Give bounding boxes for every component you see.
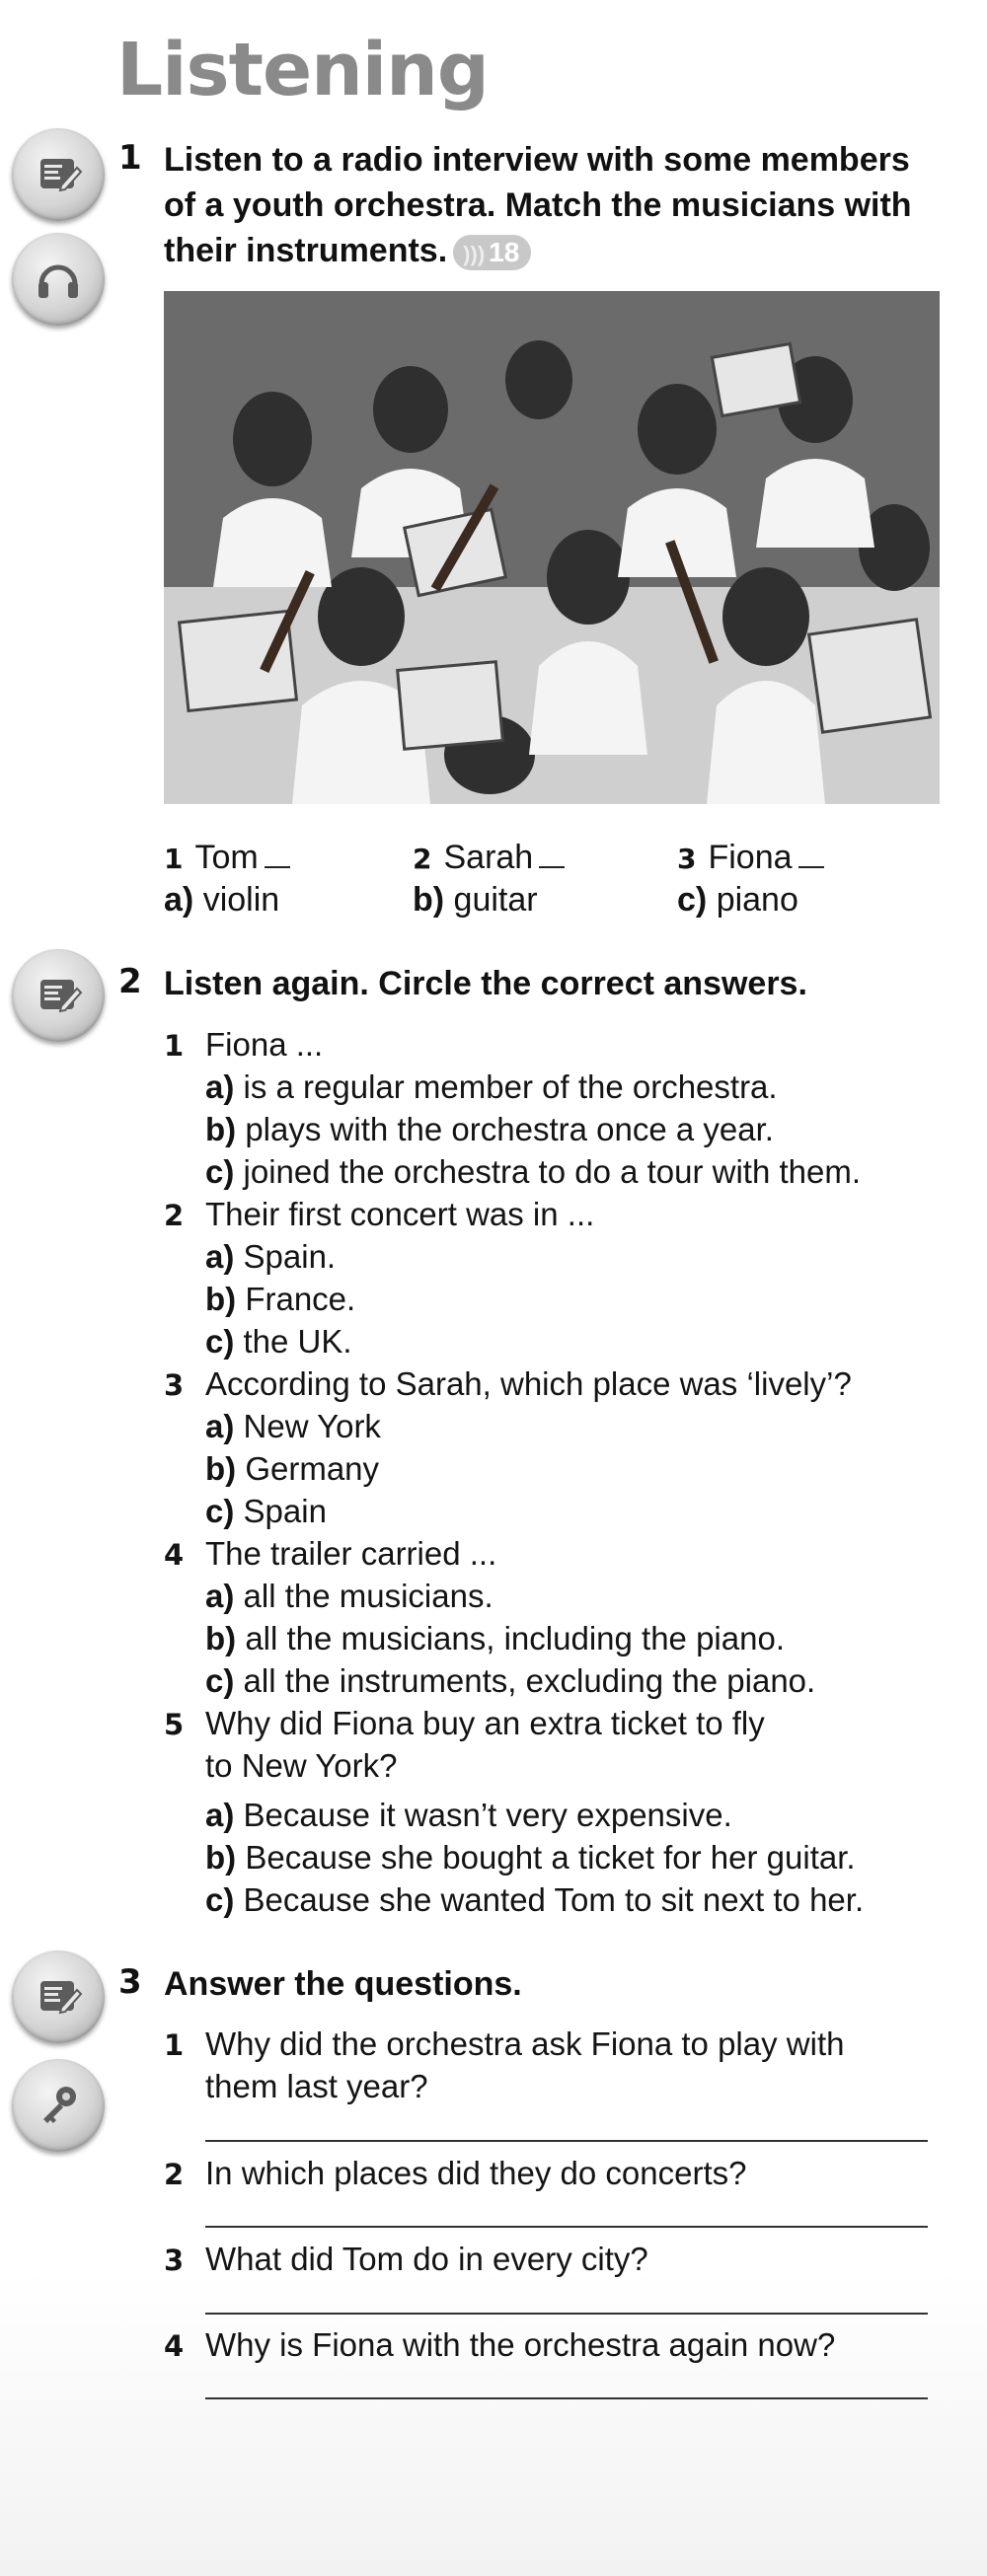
question-item (164, 1023, 323, 1067)
question-number: 2 (164, 2158, 185, 2191)
answer-blank[interactable] (539, 841, 565, 868)
musician-item (677, 837, 824, 880)
question-text: Their first concert was in ... (205, 1196, 595, 1232)
sound-wave-icon: ))) (463, 242, 486, 267)
answer-option[interactable] (205, 1447, 379, 1490)
musician-item (164, 837, 290, 880)
option-letter: b) (205, 1620, 237, 1656)
option-letter: c) (205, 1153, 235, 1190)
option-text: Because it wasn’t very expensive. (243, 1797, 732, 1833)
option-text: France. (245, 1281, 356, 1317)
exercise-3-instruction: Answer the questions. (164, 1965, 522, 2003)
question-text: The trailer carried ... (205, 1535, 497, 1572)
option-text: New York (243, 1408, 381, 1444)
orchestra-photo (164, 291, 940, 804)
question-text: Why did the orchestra ask Fiona to play with (205, 2025, 845, 2062)
option-letter: b) (205, 1111, 237, 1147)
question-text: In which places did they do concerts? (205, 2155, 747, 2191)
musician-number: 2 (413, 843, 432, 875)
answer-option[interactable] (205, 1659, 815, 1702)
instrument-name: guitar (453, 881, 538, 919)
question-number: 4 (164, 1538, 185, 1572)
answer-blank[interactable] (798, 841, 824, 868)
track-number: 18 (489, 237, 520, 268)
option-text: is a regular member of the orchestra. (243, 1068, 778, 1105)
option-text: Spain. (243, 1238, 337, 1275)
answer-option[interactable] (205, 1235, 336, 1278)
musician-number: 1 (164, 843, 184, 875)
question-text: According to Sarah, which place was ‘lively’? (205, 1365, 852, 1402)
option-text: Spain (243, 1493, 327, 1529)
musician-number: 3 (677, 843, 697, 875)
option-text: all the musicians. (243, 1578, 494, 1614)
instruction-line (164, 228, 912, 273)
pencil-write-icon[interactable] (12, 1950, 105, 2043)
answer-option[interactable] (205, 1150, 861, 1193)
option-text: Germany (245, 1450, 380, 1487)
musician-name: Tom (194, 839, 259, 876)
exercise-1-instruction (164, 137, 912, 273)
answer-option[interactable] (205, 1490, 327, 1532)
pencil-write-icon[interactable] (12, 949, 105, 1042)
musician-name: Fiona (708, 839, 793, 876)
answer-option[interactable] (205, 1066, 778, 1108)
option-text: plays with the orchestra once a year. (245, 1111, 774, 1147)
question-item (164, 2023, 844, 2067)
question-item (164, 2238, 648, 2282)
answer-option[interactable] (205, 1836, 856, 1878)
option-text: Because she bought a ticket for her guitar. (245, 1839, 856, 1876)
instrument-item (164, 879, 279, 920)
question-text: Why is Fiona with the orchestra again now? (205, 2326, 836, 2363)
answer-option[interactable] (205, 1878, 864, 1921)
instrument-name: violin (202, 881, 280, 919)
option-letter: a) (205, 1238, 235, 1275)
question-text-continued: to New York? (205, 1747, 398, 1784)
instrument-letter: b) (413, 881, 445, 919)
pencil-write-icon[interactable] (12, 128, 105, 221)
option-letter: a) (205, 1068, 235, 1105)
musician-name: Sarah (443, 839, 534, 876)
instruction-line: Listen to a radio interview with some members (164, 141, 910, 179)
option-letter: a) (205, 1408, 235, 1444)
instrument-letter: c) (677, 881, 708, 919)
instrument-name: piano (716, 881, 798, 919)
option-letter: c) (205, 1662, 235, 1699)
question-text: Why did Fiona buy an extra ticket to fly (205, 1705, 765, 1741)
answer-option[interactable] (205, 1405, 381, 1447)
option-text: joined the orchestra to do a tour with them. (243, 1153, 862, 1190)
answer-line[interactable] (205, 2397, 928, 2399)
option-letter: c) (205, 1323, 235, 1360)
answer-option[interactable] (205, 1617, 785, 1659)
option-text: the UK. (243, 1323, 352, 1360)
option-letter: a) (205, 1797, 235, 1833)
answer-line[interactable] (205, 2226, 928, 2228)
answer-line[interactable] (205, 2140, 928, 2142)
answer-option[interactable] (205, 1108, 774, 1150)
answer-line[interactable] (205, 2313, 928, 2315)
option-text: Because she wanted Tom to sit next to her. (243, 1881, 865, 1918)
answer-option[interactable] (205, 1794, 732, 1836)
answer-option[interactable] (205, 1278, 355, 1320)
question-item (164, 2152, 746, 2196)
question-item (164, 1532, 496, 1577)
headphones-icon[interactable] (12, 233, 105, 326)
question-item (164, 1702, 765, 1746)
question-number: 1 (164, 1029, 185, 1063)
question-text: What did Tom do in every city? (205, 2241, 648, 2277)
exercise-3-number: 3 (118, 1962, 142, 2002)
question-item (164, 1362, 852, 1407)
question-number: 3 (164, 1368, 185, 1402)
answer-option[interactable] (205, 1575, 494, 1617)
question-number: 5 (164, 1708, 185, 1741)
question-text: Fiona ... (205, 1026, 324, 1063)
exercise-1-number: 1 (118, 138, 142, 178)
question-item (164, 2323, 835, 2368)
exercise-2-number: 2 (118, 962, 142, 1001)
question-number: 4 (164, 2329, 185, 2363)
question-number: 2 (164, 1199, 185, 1232)
instrument-item (413, 879, 538, 920)
option-letter: b) (205, 1839, 237, 1876)
musician-item (413, 837, 565, 880)
question-item (164, 1193, 594, 1237)
instruction-line: of a youth orchestra. Match the musicians with (164, 186, 912, 224)
question-number: 3 (164, 2244, 185, 2277)
option-text: all the instruments, excluding the piano. (243, 1662, 816, 1699)
instruction-line-text: their instruments. (164, 232, 448, 269)
audio-track-badge[interactable] (453, 235, 531, 270)
instrument-letter: a) (164, 881, 194, 919)
answer-blank[interactable] (265, 841, 290, 868)
option-letter: c) (205, 1881, 235, 1918)
page-title: Listening (116, 28, 489, 112)
answer-option[interactable] (205, 1320, 352, 1362)
option-letter: a) (205, 1578, 235, 1614)
option-text: all the musicians, including the piano. (245, 1620, 785, 1656)
question-number: 1 (164, 2028, 185, 2062)
option-letter: b) (205, 1281, 237, 1317)
option-letter: c) (205, 1493, 235, 1529)
key-icon[interactable] (12, 2059, 105, 2152)
exercise-2-instruction: Listen again. Circle the correct answers. (164, 965, 807, 1002)
option-letter: b) (205, 1450, 237, 1487)
question-text-continued: them last year? (205, 2068, 428, 2104)
instrument-item (677, 879, 798, 920)
